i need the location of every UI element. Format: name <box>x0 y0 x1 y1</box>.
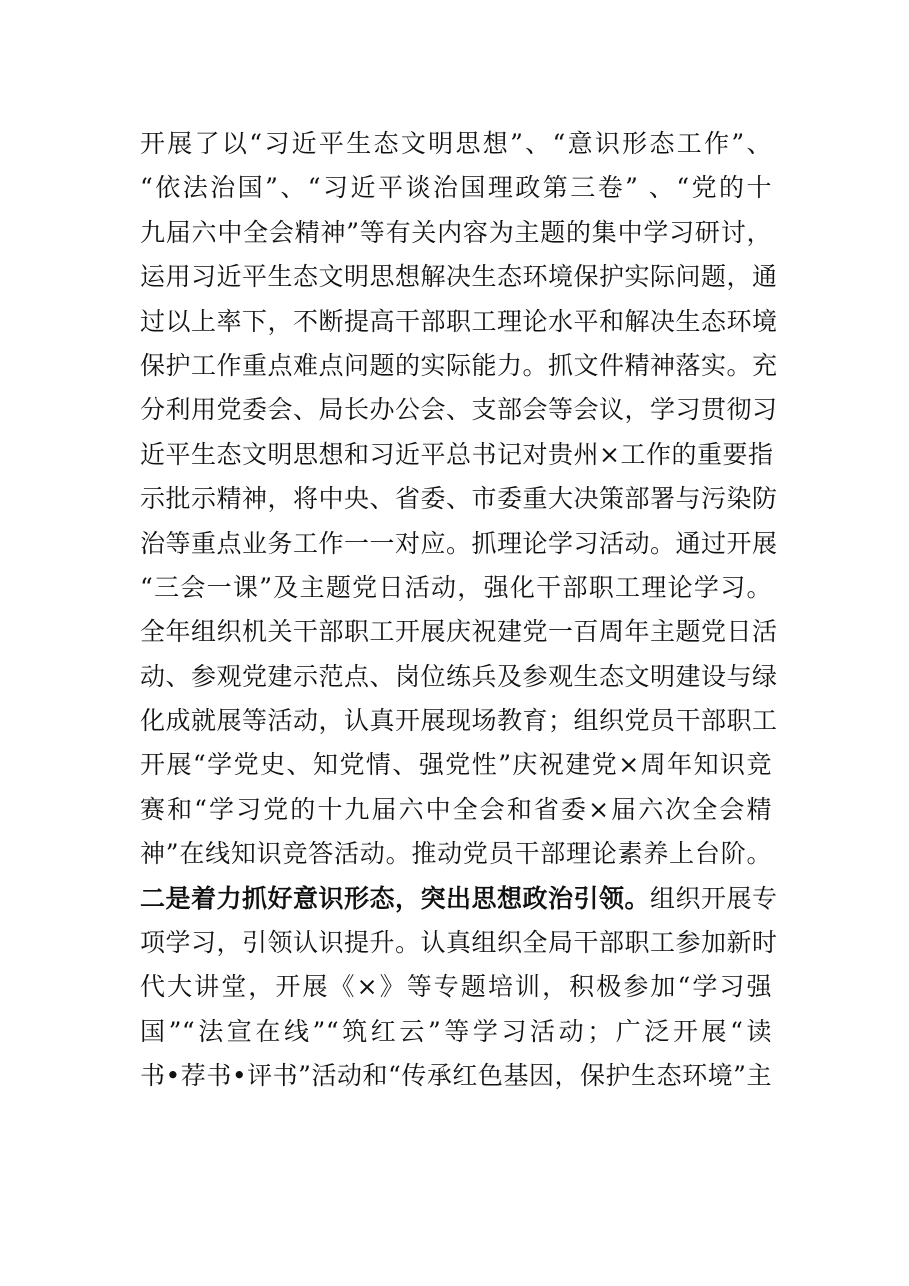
line-text: 项学习，引领认识提升。认真组织全局干部职工参加新时 <box>140 928 778 958</box>
text-line <box>140 566 772 610</box>
text-line <box>140 788 772 832</box>
text-line <box>140 122 772 166</box>
text-line <box>140 522 778 566</box>
line-text: 示批示精神，将中央、省委、市委重大决策部署与污染防 <box>140 484 778 514</box>
bold-heading-text: 二是着力抓好意识形态，突出思想政治引领。 <box>140 883 651 913</box>
text-line <box>140 255 778 299</box>
text-line <box>140 1010 772 1054</box>
text-line <box>140 655 778 699</box>
line-text: 开展了以“习近平生态文明思想”、“意识形态工作”、 <box>140 129 772 158</box>
line-text: 过以上率下，不断提高干部职工理论水平和解决生态环境 <box>140 306 778 336</box>
line-text: 开展“学党史、知党情、强党性”庆祝建党×周年知识竞 <box>140 750 772 780</box>
text-line <box>140 743 772 787</box>
text-line <box>140 211 772 255</box>
text-line <box>140 300 778 344</box>
text-line <box>140 699 778 743</box>
line-text: 九届六中全会精神”等有关内容为主题的集中学习研讨， <box>140 217 772 247</box>
line-text: 治等重点业务工作一一对应。抓理论学习活动。通过开展 <box>140 528 778 558</box>
line-text: 组织开展专 <box>650 883 778 913</box>
text-line <box>140 477 778 521</box>
line-text: 书•荐书•评书”活动和“传承红色基因，保护生态环境”主 <box>140 1061 772 1091</box>
text-line <box>140 921 778 965</box>
text-line <box>140 1054 772 1098</box>
line-text: “三会一课”及主题党日活动，强化干部职工理论学习。 <box>140 572 772 602</box>
text-line <box>140 344 778 388</box>
text-line <box>140 166 772 210</box>
line-text: 运用习近平生态文明思想解决生态环境保护实际问题，通 <box>140 262 778 292</box>
text-line <box>140 832 772 876</box>
line-text: 化成就展等活动，认真开展现场教育；组织党员干部职工 <box>140 706 778 736</box>
line-text: 国”“法宣在线”“筑红云”等学习活动；广泛开展“读 <box>140 1016 772 1046</box>
text-line <box>140 610 778 654</box>
text-line <box>140 433 772 477</box>
text-line <box>140 965 772 1009</box>
line-text: 神”在线知识竞答活动。推动党员干部理论素养上台阶。 <box>140 839 772 869</box>
text-line <box>140 877 778 921</box>
line-text: 全年组织机关干部职工开展庆祝建党一百周年主题党日活 <box>140 617 778 647</box>
body-text <box>140 122 778 1099</box>
line-text: 代大讲堂，开展《×》等专题培训，积极参加“学习强 <box>140 972 772 1002</box>
text-line <box>140 388 778 432</box>
line-text: 保护工作重点难点问题的实际能力。抓文件精神落实。充 <box>140 350 778 380</box>
line-text: 分利用党委会、局长办公会、支部会等会议，学习贯彻习 <box>140 395 778 425</box>
line-text: 赛和“学习党的十九届六中全会和省委×届六次全会精 <box>140 794 772 824</box>
line-text: “依法治国”、“习近平谈治国理政第三卷” 、“党的十 <box>140 173 772 203</box>
line-text: 近平生态文明思想和习近平总书记对贵州×工作的重要指 <box>140 439 774 469</box>
line-text: 动、参观党建示范点、岗位练兵及参观生态文明建设与绿 <box>140 661 778 691</box>
